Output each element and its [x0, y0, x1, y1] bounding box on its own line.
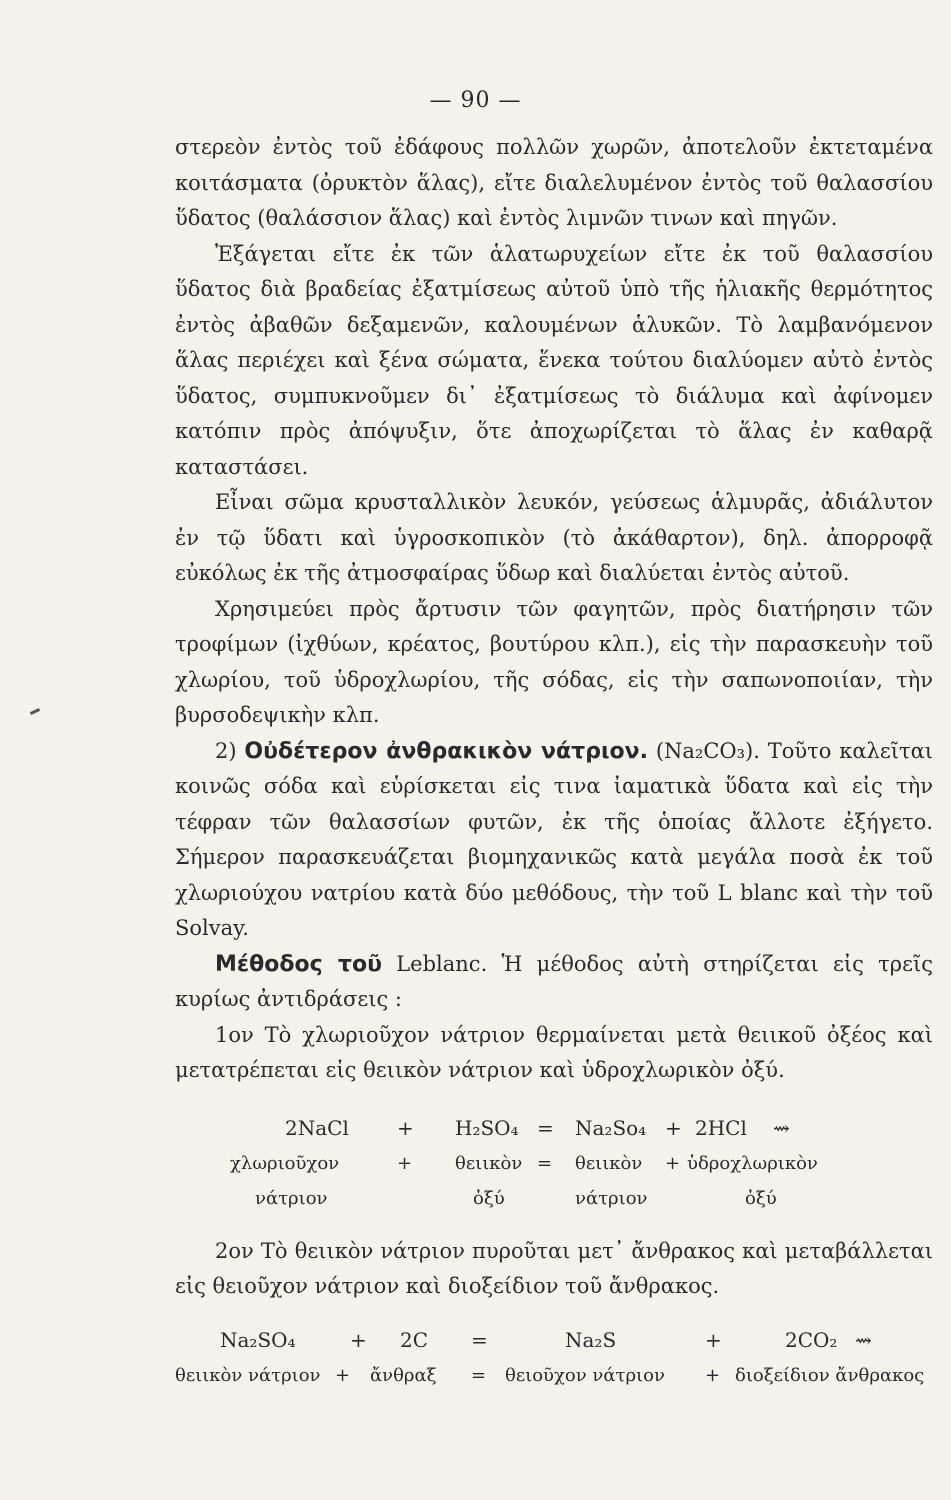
equation-term: 2HCl	[695, 1115, 747, 1140]
equation-operator: +	[397, 1115, 414, 1140]
equation-operator: +	[397, 1152, 413, 1174]
equation-row	[175, 1146, 933, 1181]
margin-mark	[30, 708, 40, 715]
page-body	[175, 130, 933, 1393]
equation-term: νάτριον	[255, 1187, 328, 1209]
paragraph: Εἶναι σῶμα κρυσταλλικὸν λευκόν, γεύσεως ἁλμυρᾶς, ἀδιάλυτον ἐν τῷ ὕδατι καὶ ὑγροσκοπικὸν (τὸ ἀκάθαρτον), δηλ. ἀπορροφᾷ εὐκόλως ἐκ τῆς ἀτμοσφαίρας ὕδωρ καὶ διαλύεται ἐντὸς αὐτοῦ.	[175, 490, 933, 585]
equation-term: ὀξύ	[473, 1187, 505, 1209]
paragraph-text: Τοῦτο καλεῖται κοινῶς σόδα καὶ εὑρίσκεται εἰς τινα ἰαματικὰ ὕδατα καὶ εἰς τὴν τέφραν τῶν θαλασσίων φυτῶν, ἐκ τῆς ὁποίας ἄλλοτε ἐξήγετο. Σήμερον παρασκευάζεται βιομηχανικῶς κατὰ μεγάλα ποσὰ ἐκ τοῦ χλωριούχου νατρίου κατὰ δύο μεθόδους, τὴν τοῦ L blanc καὶ τὴν τοῦ Solvay.	[175, 738, 933, 940]
equation-operator: +	[665, 1115, 682, 1140]
equation-term: Na₂S	[565, 1327, 617, 1352]
equation-term: ὑδροχλωρικὸν	[687, 1152, 818, 1174]
equation-operator: +	[705, 1327, 722, 1352]
paragraph: στερεὸν ἐντὸς τοῦ ἐδάφους πολλῶν χωρῶν, ἀποτελοῦν ἐκτεταμένα κοιτάσματα (ὀρυκτὸν ἅλας), εἴτε διαλελυμένον ἐντὸς τοῦ θαλασσίου ὕδατος (θαλάσσιον ἅλας) καὶ ἐντὸς λιμνῶν τινων καὶ πηγῶν.	[175, 135, 933, 230]
equation-term: ὀξύ	[745, 1187, 777, 1209]
equation-operator: +	[335, 1364, 351, 1386]
arrow-icon: ⇝	[773, 1115, 790, 1140]
equation-term: διοξείδιον ἄνθρακος	[735, 1364, 925, 1386]
equation-2	[175, 1323, 933, 1393]
method-paragraph	[175, 947, 933, 1018]
section-heading: Οὐδέτερον ἀνθρακικὸν νάτριον.	[244, 738, 648, 764]
equation-term: ἄνθραξ	[370, 1364, 437, 1386]
equation-row	[175, 1323, 933, 1358]
equation-operator: =	[537, 1115, 554, 1140]
arrow-icon: ⇝	[855, 1327, 872, 1352]
equation-operator: =	[471, 1327, 488, 1352]
paragraph: Χρησιμεύει πρὸς ἄρτυσιν τῶν φαγητῶν, πρὸς διατήρησιν τῶν τροφίμων (ἰχθύων, κρέατος, βουτύρου κλπ.), εἰς τὴν παρασκευὴν τοῦ χλωρίου, τοῦ ὑδροχλωρίου, τῆς σόδας, εἰς τὴν σαπωνοποιίαν, τὴν βυρσοδεψικὴν κλπ.	[175, 596, 933, 727]
equation-term: χλωριοῦχον	[230, 1152, 340, 1174]
equation-term: H₂SO₄	[455, 1115, 519, 1140]
paragraph-text: Leblanc. Ἡ μέθοδος αὐτὴ στηρίζεται εἰς τρεῖς κυρίως ἀντιδράσεις :	[175, 951, 933, 1011]
equation-term: θειικὸν	[455, 1152, 523, 1174]
section-paragraph	[175, 734, 933, 947]
equation-term: θειικὸν νάτριον	[175, 1364, 321, 1386]
equation-term: νάτριον	[575, 1187, 648, 1209]
equation-operator: +	[665, 1152, 681, 1174]
paragraph: Ἐξάγεται εἴτε ἐκ τῶν ἁλατωρυχείων εἴτε ἐκ τοῦ θαλασσίου ὕδατος διὰ βραδείας ἐξατμίσεως αὐτοῦ ὑπὸ τῆς ἡλιακῆς θερμότητος ἐντὸς ἀβαθῶν δεξαμενῶν, καλουμένων ἁλυκῶν. Τὸ λαμβανόμενον ἅλας περιέχει καὶ ξένα σώματα, ἕνεκα τούτου διαλύομεν αὐτὸ ἐντὸς ὕδατος, συμπυκνοῦμεν δι᾽ ἐξατμίσεως τὸ διάλυμα καὶ ἀφίνομεν κατόπιν πρὸς ἀπόψυξιν, ὅτε ἀποχωρίζεται τὸ ἅλας ἐν καθαρᾷ καταστάσει.	[175, 241, 933, 479]
method-heading: Μέθοδος τοῦ	[215, 951, 382, 977]
equation-term: 2C	[400, 1327, 429, 1352]
equation-term: 2NaCl	[285, 1115, 349, 1140]
equation-term: θειικὸν	[575, 1152, 643, 1174]
page-number: — 90 —	[429, 88, 522, 113]
equation-term: Na₂So₄	[575, 1115, 647, 1140]
equation-term: Na₂SO₄	[220, 1327, 296, 1352]
equation-row	[175, 1111, 933, 1146]
equation-operator: +	[350, 1327, 367, 1352]
equation-operator: +	[705, 1364, 721, 1386]
equation-operator: =	[471, 1364, 487, 1386]
equation-row	[175, 1358, 933, 1393]
equation-1	[175, 1111, 933, 1216]
equation-term: 2CO₂	[785, 1327, 838, 1352]
equation-operator: =	[537, 1152, 553, 1174]
paragraph: 2ον Τὸ θειικὸν νάτριον πυροῦται μετ᾽ ἄνθρακος καὶ μεταβάλλεται εἰς θειοῦχον νάτριον καὶ διοξείδιον τοῦ ἄνθρακος.	[175, 1238, 933, 1298]
section-number: 2)	[215, 738, 237, 763]
paragraph: 1ον Τὸ χλωριοῦχον νάτριον θερμαίνεται μετὰ θειικοῦ ὀξέος καὶ μετατρέπεται εἰς θειικὸν νάτριον καὶ ὑδροχλωρικὸν ὀξύ.	[175, 1022, 933, 1082]
chemical-formula: (Na₂CO₃).	[655, 738, 760, 763]
equation-term: θειοῦχον νάτριον	[505, 1364, 665, 1386]
equation-row	[175, 1181, 933, 1216]
